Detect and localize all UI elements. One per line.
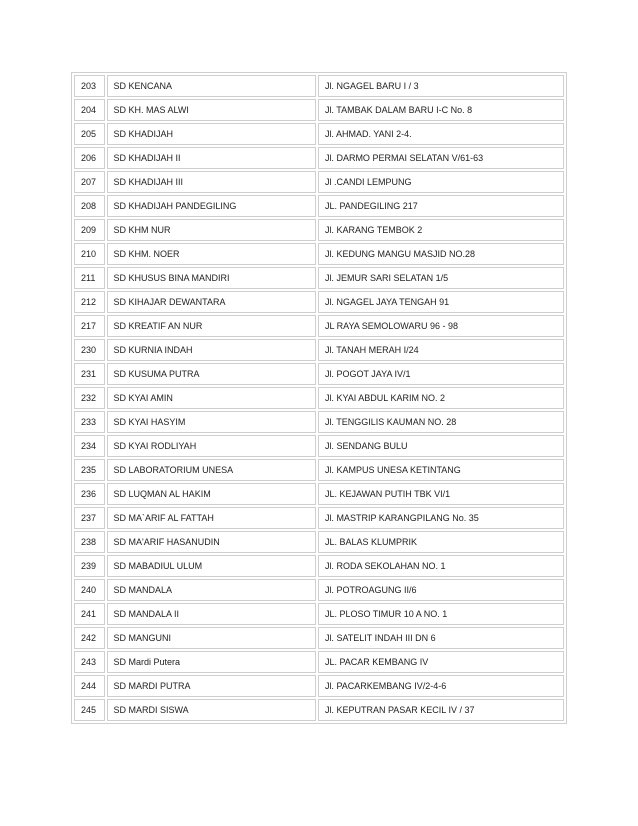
school-name-cell: SD Mardi Putera — [107, 651, 316, 673]
school-name-cell: SD MABADIUL ULUM — [107, 555, 316, 577]
school-number-cell: 242 — [74, 627, 105, 649]
school-name-cell: SD KURNIA INDAH — [107, 339, 316, 361]
school-number-cell: 237 — [74, 507, 105, 529]
school-address-cell: JL RAYA SEMOLOWARU 96 - 98 — [318, 315, 564, 337]
table-row — [74, 627, 564, 649]
school-list-body — [74, 75, 564, 721]
school-number-cell: 207 — [74, 171, 105, 193]
school-name-cell: SD KUSUMA PUTRA — [107, 363, 316, 385]
table-row — [74, 531, 564, 553]
school-name-cell: SD MARDI PUTRA — [107, 675, 316, 697]
school-address-cell: Jl. AHMAD. YANI 2-4. — [318, 123, 564, 145]
school-number-cell: 206 — [74, 147, 105, 169]
table-row — [74, 675, 564, 697]
school-address-cell: JL. PLOSO TIMUR 10 A NO. 1 — [318, 603, 564, 625]
table-row — [74, 291, 564, 313]
school-number-cell: 240 — [74, 579, 105, 601]
school-number-cell: 232 — [74, 387, 105, 409]
table-row — [74, 243, 564, 265]
school-address-cell: Jl. SATELIT INDAH III DN 6 — [318, 627, 564, 649]
school-address-cell: Jl. TANAH MERAH I/24 — [318, 339, 564, 361]
table-row — [74, 435, 564, 457]
school-address-cell: Jl. DARMO PERMAI SELATAN V/61-63 — [318, 147, 564, 169]
table-row — [74, 147, 564, 169]
school-number-cell: 210 — [74, 243, 105, 265]
school-number-cell: 238 — [74, 531, 105, 553]
school-number-cell: 217 — [74, 315, 105, 337]
table-row — [74, 411, 564, 433]
school-address-cell: Jl. RODA SEKOLAHAN NO. 1 — [318, 555, 564, 577]
school-address-cell: Jl. SENDANG BULU — [318, 435, 564, 457]
table-row — [74, 123, 564, 145]
school-number-cell: 231 — [74, 363, 105, 385]
table-row — [74, 315, 564, 337]
table-row — [74, 171, 564, 193]
school-address-cell: Jl. MASTRIP KARANGPILANG No. 35 — [318, 507, 564, 529]
school-name-cell: SD KHM NUR — [107, 219, 316, 241]
table-row — [74, 555, 564, 577]
school-name-cell: SD MA`ARIF AL FATTAH — [107, 507, 316, 529]
table-row — [74, 195, 564, 217]
table-row — [74, 75, 564, 97]
school-address-cell: Jl. KARANG TEMBOK 2 — [318, 219, 564, 241]
school-address-cell: Jl .CANDI LEMPUNG — [318, 171, 564, 193]
school-address-cell: Jl. KEPUTRAN PASAR KECIL IV / 37 — [318, 699, 564, 721]
school-name-cell: SD LUQMAN AL HAKIM — [107, 483, 316, 505]
school-number-cell: 205 — [74, 123, 105, 145]
school-name-cell: SD MANDALA II — [107, 603, 316, 625]
school-number-cell: 245 — [74, 699, 105, 721]
school-name-cell: SD KHADIJAH PANDEGILING — [107, 195, 316, 217]
school-address-cell: Jl. NGAGEL BARU I / 3 — [318, 75, 564, 97]
table-row — [74, 483, 564, 505]
table-row — [74, 363, 564, 385]
school-name-cell: SD MANDALA — [107, 579, 316, 601]
school-name-cell: SD KYAI HASYIM — [107, 411, 316, 433]
school-address-cell: Jl. TENGGILIS KAUMAN NO. 28 — [318, 411, 564, 433]
school-address-cell: JL. PANDEGILING 217 — [318, 195, 564, 217]
school-name-cell: SD MANGUNI — [107, 627, 316, 649]
school-address-cell: JL. KEJAWAN PUTIH TBK VI/1 — [318, 483, 564, 505]
school-address-cell: Jl. JEMUR SARI SELATAN 1/5 — [318, 267, 564, 289]
school-name-cell: SD KHUSUS BINA MANDIRI — [107, 267, 316, 289]
school-number-cell: 233 — [74, 411, 105, 433]
school-number-cell: 203 — [74, 75, 105, 97]
table-row — [74, 339, 564, 361]
school-name-cell: SD KYAI AMIN — [107, 387, 316, 409]
table-row — [74, 603, 564, 625]
school-address-cell: JL. BALAS KLUMPRIK — [318, 531, 564, 553]
school-number-cell: 236 — [74, 483, 105, 505]
school-name-cell: SD LABORATORIUM UNESA — [107, 459, 316, 481]
school-name-cell: SD KHADIJAH — [107, 123, 316, 145]
school-number-cell: 209 — [74, 219, 105, 241]
table-row — [74, 579, 564, 601]
school-address-cell: JL. PACAR KEMBANG IV — [318, 651, 564, 673]
school-number-cell: 241 — [74, 603, 105, 625]
school-number-cell: 212 — [74, 291, 105, 313]
school-number-cell: 211 — [74, 267, 105, 289]
school-address-cell: Jl. POTROAGUNG II/6 — [318, 579, 564, 601]
school-name-cell: SD KREATIF AN NUR — [107, 315, 316, 337]
school-name-cell: SD KENCANA — [107, 75, 316, 97]
school-number-cell: 208 — [74, 195, 105, 217]
school-name-cell: SD MARDI SISWA — [107, 699, 316, 721]
school-number-cell: 235 — [74, 459, 105, 481]
table-row — [74, 267, 564, 289]
school-list-table — [71, 72, 567, 724]
school-number-cell: 239 — [74, 555, 105, 577]
school-number-cell: 243 — [74, 651, 105, 673]
table-row — [74, 651, 564, 673]
school-address-cell: Jl. KYAI ABDUL KARIM NO. 2 — [318, 387, 564, 409]
school-name-cell: SD KHADIJAH III — [107, 171, 316, 193]
table-row — [74, 699, 564, 721]
school-number-cell: 244 — [74, 675, 105, 697]
school-address-cell: Jl. TAMBAK DALAM BARU I-C No. 8 — [318, 99, 564, 121]
table-row — [74, 459, 564, 481]
school-address-cell: Jl. PACARKEMBANG IV/2-4-6 — [318, 675, 564, 697]
school-address-cell: Jl. KEDUNG MANGU MASJID NO.28 — [318, 243, 564, 265]
school-name-cell: SD KH. MAS ALWI — [107, 99, 316, 121]
school-name-cell: SD MA'ARIF HASANUDIN — [107, 531, 316, 553]
school-number-cell: 204 — [74, 99, 105, 121]
table-row — [74, 99, 564, 121]
school-number-cell: 234 — [74, 435, 105, 457]
school-name-cell: SD KHM. NOER — [107, 243, 316, 265]
school-address-cell: Jl. KAMPUS UNESA KETINTANG — [318, 459, 564, 481]
school-name-cell: SD KIHAJAR DEWANTARA — [107, 291, 316, 313]
table-row — [74, 507, 564, 529]
school-address-cell: Jl. NGAGEL JAYA TENGAH 91 — [318, 291, 564, 313]
table-row — [74, 387, 564, 409]
school-number-cell: 230 — [74, 339, 105, 361]
school-name-cell: SD KHADIJAH II — [107, 147, 316, 169]
table-row — [74, 219, 564, 241]
school-address-cell: Jl. POGOT JAYA IV/1 — [318, 363, 564, 385]
school-name-cell: SD KYAI RODLIYAH — [107, 435, 316, 457]
